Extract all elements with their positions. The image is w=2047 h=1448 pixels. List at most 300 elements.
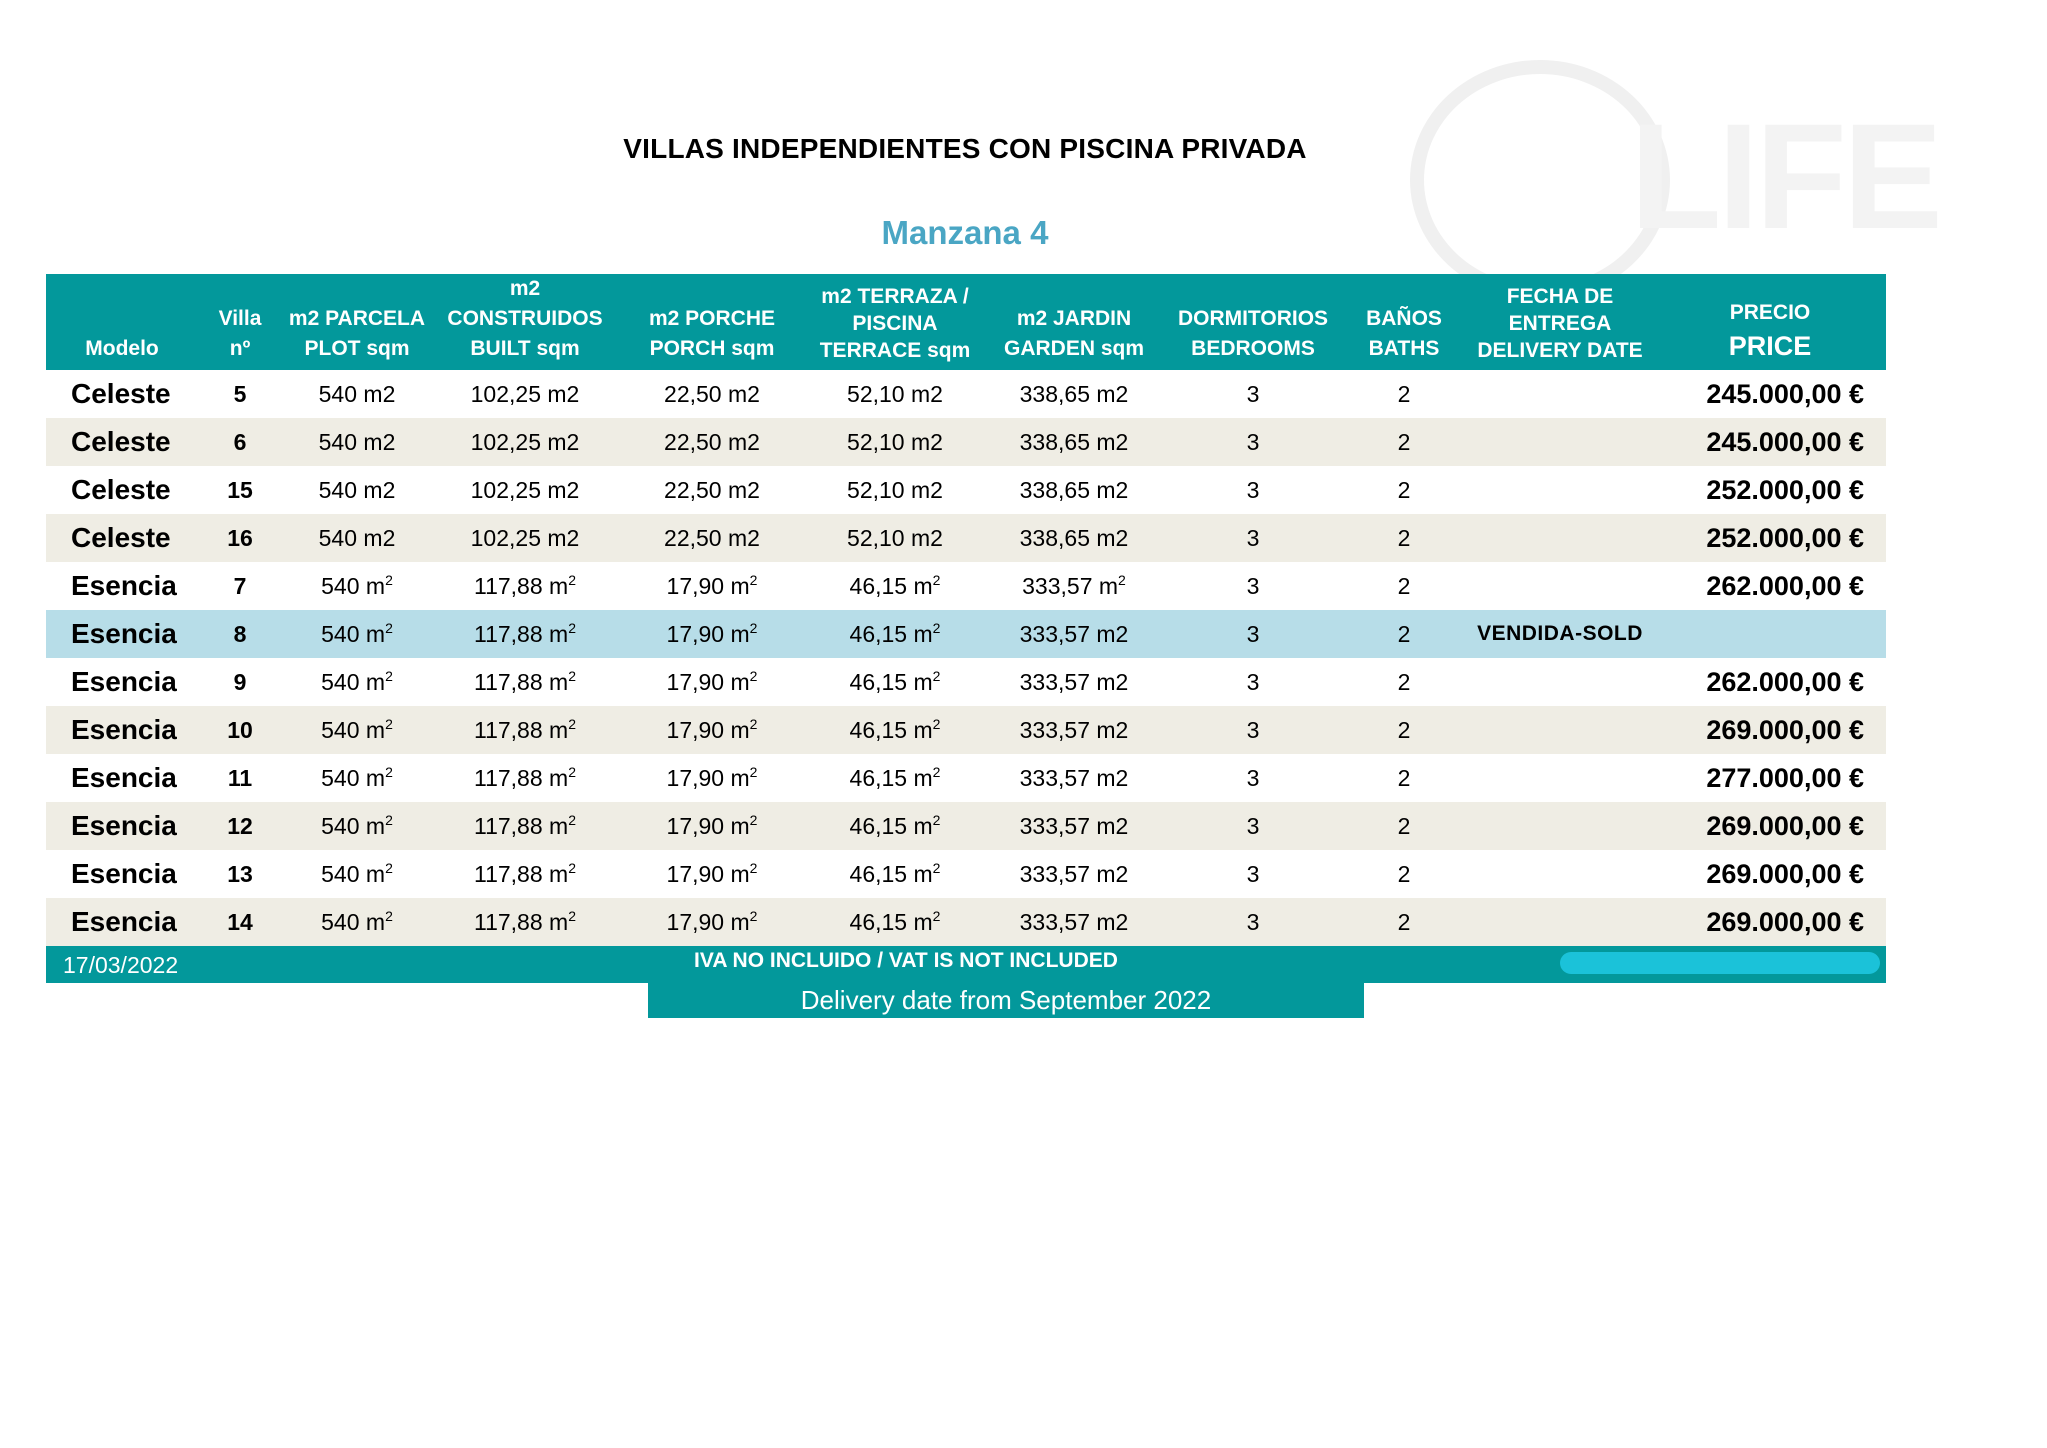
- cell-garden: [984, 850, 1164, 898]
- cell-terrace-value: 46,15 m: [849, 812, 933, 839]
- cell-bedrooms-value: 3: [1246, 668, 1260, 695]
- header-terrace: m2 TERRAZA / PISCINA TERRACE sqm: [806, 274, 984, 370]
- cell-delivery: [1466, 898, 1654, 946]
- cell-price: [1654, 418, 1886, 466]
- cell-model-value: Esencia: [71, 570, 177, 601]
- cell-garden: [984, 514, 1164, 562]
- cell-price: [1654, 370, 1886, 418]
- cell-bedrooms: [1164, 562, 1342, 610]
- cell-bedrooms: [1164, 514, 1342, 562]
- cell-bedrooms: [1164, 418, 1342, 466]
- table-row: [46, 850, 1886, 898]
- cell-built: [432, 850, 618, 898]
- cell-baths: [1342, 850, 1466, 898]
- cell-terrace: [806, 562, 984, 610]
- cell-baths-value: 2: [1397, 860, 1411, 887]
- cell-price-value: 269.000,00 €: [1706, 858, 1864, 889]
- squared-superscript: 2: [385, 667, 393, 684]
- cell-plot-value: 540 m: [321, 572, 386, 599]
- squared-superscript: 2: [749, 715, 758, 732]
- footer-vat-note: IVA NO INCLUIDO / VAT IS NOT INCLUDED: [694, 949, 1118, 972]
- cell-bedrooms-value: 3: [1246, 716, 1260, 743]
- cell-delivery: [1466, 754, 1654, 802]
- cell-bedrooms: [1164, 466, 1342, 514]
- squared-superscript: 2: [749, 667, 758, 684]
- cell-terrace-value: 46,15 m: [849, 572, 933, 599]
- cell-plot: [282, 418, 432, 466]
- cell-bedrooms-value: 3: [1246, 812, 1260, 839]
- cell-plot-value: 540 m: [321, 860, 386, 887]
- watermark-circle-icon: [1410, 60, 1670, 300]
- cell-delivery: [1466, 802, 1654, 850]
- squared-superscript: 2: [932, 571, 941, 588]
- cell-terrace-value: 52,10 m2: [847, 476, 943, 503]
- cell-model: [46, 898, 198, 946]
- cell-price-value: 262.000,00 €: [1706, 666, 1864, 697]
- cell-porch-value: 17,90 m: [666, 572, 750, 599]
- cell-villa-value: 10: [227, 716, 253, 743]
- cell-villa: [198, 370, 282, 418]
- squared-superscript: 2: [749, 619, 758, 636]
- cell-villa: [198, 850, 282, 898]
- cell-price: [1654, 658, 1886, 706]
- cell-garden: [984, 706, 1164, 754]
- header-model: Modelo: [46, 274, 198, 370]
- cell-model-value: Esencia: [71, 858, 177, 889]
- cell-plot: [282, 754, 432, 802]
- cell-terrace-value: 46,15 m: [849, 908, 933, 935]
- cell-garden: [984, 658, 1164, 706]
- cell-price: [1654, 610, 1886, 658]
- cell-built-value: 117,88 m: [474, 812, 569, 839]
- cell-model-value: Celeste: [71, 522, 171, 553]
- cell-delivery: [1466, 514, 1654, 562]
- cell-garden: [984, 370, 1164, 418]
- table-row: [46, 610, 1886, 658]
- cell-plot-value: 540 m2: [318, 476, 396, 503]
- cell-built: [432, 418, 618, 466]
- cell-baths-value: 2: [1397, 908, 1411, 935]
- cell-baths: [1342, 514, 1466, 562]
- cell-model: [46, 370, 198, 418]
- cell-baths-value: 2: [1397, 716, 1411, 743]
- cell-terrace-value: 52,10 m2: [847, 380, 943, 407]
- cell-bedrooms: [1164, 706, 1342, 754]
- squared-superscript: 2: [568, 571, 576, 588]
- cell-built-value: 117,88 m: [474, 716, 569, 743]
- cell-price-value: 245.000,00 €: [1706, 378, 1864, 409]
- cell-villa: [198, 706, 282, 754]
- cell-plot: [282, 562, 432, 610]
- cell-baths-value: 2: [1397, 428, 1411, 455]
- header-delivery: FECHA DE ENTREGA DELIVERY DATE: [1466, 274, 1654, 370]
- cell-price-value: 262.000,00 €: [1706, 570, 1864, 601]
- squared-superscript: 2: [1118, 571, 1126, 588]
- cell-porch: [618, 802, 806, 850]
- cell-garden-value: 333,57 m2: [1019, 668, 1129, 695]
- cell-porch-value: 17,90 m: [666, 668, 750, 695]
- table-row: [46, 562, 1886, 610]
- cell-built-value: 117,88 m: [474, 572, 569, 599]
- table-row: [46, 898, 1886, 946]
- cell-model: [46, 754, 198, 802]
- squared-superscript: 2: [568, 667, 576, 684]
- cell-terrace: [806, 898, 984, 946]
- cell-bedrooms-value: 3: [1246, 524, 1260, 551]
- cell-garden: [984, 562, 1164, 610]
- squared-superscript: 2: [385, 715, 393, 732]
- cell-plot-value: 540 m: [321, 620, 386, 647]
- cell-bedrooms: [1164, 850, 1342, 898]
- cell-price: [1654, 466, 1886, 514]
- cell-terrace-value: 46,15 m: [849, 764, 933, 791]
- cell-baths: [1342, 370, 1466, 418]
- cell-baths-value: 2: [1397, 764, 1411, 791]
- cell-baths: [1342, 658, 1466, 706]
- squared-superscript: 2: [385, 619, 393, 636]
- cell-garden-value: 333,57 m2: [1019, 716, 1129, 743]
- cell-model: [46, 466, 198, 514]
- cell-plot-value: 540 m2: [318, 380, 396, 407]
- squared-superscript: 2: [385, 763, 393, 780]
- cell-built: [432, 898, 618, 946]
- cell-bedrooms: [1164, 658, 1342, 706]
- cell-model-value: Celeste: [71, 426, 171, 457]
- cell-model: [46, 610, 198, 658]
- cell-bedrooms-value: 3: [1246, 860, 1260, 887]
- header-baths: BAÑOS BATHS: [1342, 274, 1466, 370]
- cell-delivery: [1466, 658, 1654, 706]
- cell-villa-value: 11: [227, 764, 253, 791]
- header-price: PRECIO PRICE: [1654, 274, 1886, 370]
- cell-terrace: [806, 514, 984, 562]
- header-garden: m2 JARDIN GARDEN sqm: [984, 274, 1164, 370]
- cell-plot: [282, 802, 432, 850]
- cell-terrace-value: 46,15 m: [849, 620, 933, 647]
- cell-model: [46, 658, 198, 706]
- cell-built: [432, 466, 618, 514]
- cell-villa-value: 15: [227, 476, 253, 503]
- squared-superscript: 2: [749, 763, 758, 780]
- cell-porch: [618, 610, 806, 658]
- squared-superscript: 2: [568, 619, 576, 636]
- squared-superscript: 2: [568, 907, 576, 924]
- table-row: [46, 418, 1886, 466]
- cell-porch: [618, 466, 806, 514]
- header-bedrooms: DORMITORIOS BEDROOMS: [1164, 274, 1342, 370]
- cell-delivery: [1466, 610, 1654, 658]
- cell-garden: [984, 802, 1164, 850]
- header-plot: m2 PARCELA PLOT sqm: [282, 274, 432, 370]
- header-porch: m2 PORCHE PORCH sqm: [618, 274, 806, 370]
- cell-model: [46, 514, 198, 562]
- cell-bedrooms: [1164, 370, 1342, 418]
- cell-price-value: 269.000,00 €: [1706, 714, 1864, 745]
- cell-villa: [198, 802, 282, 850]
- squared-superscript: 2: [932, 619, 941, 636]
- cell-porch: [618, 370, 806, 418]
- cell-bedrooms-value: 3: [1246, 380, 1260, 407]
- cell-villa-value: 7: [233, 572, 247, 599]
- cell-garden-value: 338,65 m2: [1019, 428, 1129, 455]
- cell-model: [46, 418, 198, 466]
- cell-model-value: Esencia: [71, 762, 177, 793]
- cell-porch: [618, 418, 806, 466]
- cell-price-value: 252.000,00 €: [1706, 474, 1864, 505]
- cell-model-value: Celeste: [71, 378, 171, 409]
- cell-model: [46, 802, 198, 850]
- cell-price: [1654, 850, 1886, 898]
- squared-superscript: 2: [932, 907, 941, 924]
- cell-baths: [1342, 466, 1466, 514]
- cell-garden-value: 333,57 m2: [1019, 764, 1129, 791]
- cell-villa: [198, 418, 282, 466]
- squared-superscript: 2: [385, 859, 393, 876]
- cell-model-value: Celeste: [71, 474, 171, 505]
- cell-built-value: 117,88 m: [474, 860, 569, 887]
- cell-villa: [198, 898, 282, 946]
- table-header-row: [46, 274, 1886, 370]
- cell-terrace: [806, 466, 984, 514]
- cell-plot: [282, 658, 432, 706]
- cell-model-value: Esencia: [71, 714, 177, 745]
- cell-built-value: 102,25 m2: [470, 476, 580, 503]
- cell-delivery: [1466, 418, 1654, 466]
- cell-plot-value: 540 m2: [318, 428, 396, 455]
- cell-price: [1654, 706, 1886, 754]
- cell-villa-value: 16: [227, 524, 253, 551]
- cell-built: [432, 706, 618, 754]
- cell-built-value: 117,88 m: [474, 668, 569, 695]
- cell-bedrooms: [1164, 754, 1342, 802]
- cell-model: [46, 706, 198, 754]
- squared-superscript: 2: [932, 763, 941, 780]
- cell-built: [432, 514, 618, 562]
- cell-villa: [198, 754, 282, 802]
- table-body: [46, 370, 1886, 946]
- cell-built-value: 117,88 m: [474, 764, 569, 791]
- cell-porch: [618, 706, 806, 754]
- cell-plot-value: 540 m: [321, 908, 386, 935]
- squared-superscript: 2: [385, 907, 393, 924]
- squared-superscript: 2: [385, 811, 393, 828]
- cell-porch: [618, 562, 806, 610]
- cell-porch-value: 17,90 m: [666, 812, 750, 839]
- squared-superscript: 2: [932, 667, 941, 684]
- cell-price: [1654, 754, 1886, 802]
- cell-plot: [282, 514, 432, 562]
- cell-baths: [1342, 754, 1466, 802]
- cell-terrace: [806, 706, 984, 754]
- cell-model-value: Esencia: [71, 810, 177, 841]
- cell-baths: [1342, 898, 1466, 946]
- cell-built: [432, 658, 618, 706]
- cell-plot: [282, 850, 432, 898]
- cell-bedrooms-value: 3: [1246, 908, 1260, 935]
- redacted-blur: [1560, 952, 1880, 974]
- cell-price-value: 245.000,00 €: [1706, 426, 1864, 457]
- cell-garden-value: 333,57 m2: [1019, 860, 1129, 887]
- cell-porch-value: 22,50 m2: [664, 476, 760, 503]
- cell-built: [432, 610, 618, 658]
- cell-bedrooms: [1164, 802, 1342, 850]
- cell-delivery: [1466, 466, 1654, 514]
- cell-porch-value: 17,90 m: [666, 908, 750, 935]
- cell-price: [1654, 514, 1886, 562]
- cell-garden-value: 338,65 m2: [1019, 380, 1129, 407]
- cell-built: [432, 562, 618, 610]
- cell-terrace: [806, 370, 984, 418]
- cell-delivery-value: VENDIDA-SOLD: [1477, 622, 1643, 645]
- footer-date: 17/03/2022: [63, 952, 179, 978]
- cell-terrace-value: 46,15 m: [849, 716, 933, 743]
- cell-porch-value: 17,90 m: [666, 716, 750, 743]
- cell-bedrooms: [1164, 610, 1342, 658]
- cell-bedrooms: [1164, 898, 1342, 946]
- cell-porch: [618, 850, 806, 898]
- cell-bedrooms-value: 3: [1246, 572, 1260, 599]
- cell-porch: [618, 658, 806, 706]
- cell-plot-value: 540 m: [321, 716, 386, 743]
- cell-villa-value: 9: [233, 668, 247, 695]
- cell-plot: [282, 610, 432, 658]
- cell-built-value: 117,88 m: [474, 620, 569, 647]
- delivery-note: Delivery date from September 2022: [648, 983, 1364, 1018]
- cell-model: [46, 850, 198, 898]
- cell-villa-value: 8: [233, 620, 247, 647]
- cell-price: [1654, 898, 1886, 946]
- cell-terrace: [806, 754, 984, 802]
- cell-baths: [1342, 802, 1466, 850]
- cell-terrace: [806, 850, 984, 898]
- cell-built: [432, 802, 618, 850]
- cell-garden-value: 338,65 m2: [1019, 524, 1129, 551]
- cell-porch-value: 17,90 m: [666, 860, 750, 887]
- squared-superscript: 2: [568, 715, 576, 732]
- footer-bar: [46, 946, 1886, 983]
- cell-porch-value: 17,90 m: [666, 764, 750, 791]
- table-row: [46, 658, 1886, 706]
- cell-model-value: Esencia: [71, 618, 177, 649]
- cell-plot-value: 540 m: [321, 668, 386, 695]
- table-row: [46, 802, 1886, 850]
- cell-price-value: 277.000,00 €: [1706, 762, 1864, 793]
- cell-built: [432, 370, 618, 418]
- cell-terrace: [806, 802, 984, 850]
- cell-villa-value: 12: [227, 812, 253, 839]
- document-title: VILLAS INDEPENDIENTES CON PISCINA PRIVADA: [623, 133, 1307, 164]
- watermark-letters: LIFE: [1630, 92, 1939, 260]
- cell-terrace-value: 46,15 m: [849, 860, 933, 887]
- cell-bedrooms-value: 3: [1246, 620, 1260, 647]
- cell-plot: [282, 706, 432, 754]
- cell-price: [1654, 802, 1886, 850]
- squared-superscript: 2: [932, 811, 941, 828]
- cell-delivery: [1466, 850, 1654, 898]
- table-row: [46, 514, 1886, 562]
- cell-villa: [198, 514, 282, 562]
- cell-baths: [1342, 706, 1466, 754]
- table-row: [46, 370, 1886, 418]
- cell-garden-value: 333,57 m2: [1019, 620, 1129, 647]
- cell-porch-value: 22,50 m2: [664, 380, 760, 407]
- cell-baths-value: 2: [1397, 668, 1411, 695]
- cell-model-value: Esencia: [71, 666, 177, 697]
- cell-baths-value: 2: [1397, 812, 1411, 839]
- cell-model-value: Esencia: [71, 906, 177, 937]
- cell-price: [1654, 562, 1886, 610]
- cell-plot-value: 540 m: [321, 764, 386, 791]
- cell-garden: [984, 898, 1164, 946]
- cell-villa-value: 14: [227, 908, 253, 935]
- squared-superscript: 2: [749, 907, 758, 924]
- cell-villa: [198, 610, 282, 658]
- cell-baths-value: 2: [1397, 524, 1411, 551]
- cell-baths: [1342, 610, 1466, 658]
- cell-price-value: 269.000,00 €: [1706, 810, 1864, 841]
- cell-baths-value: 2: [1397, 620, 1411, 647]
- squared-superscript: 2: [568, 811, 576, 828]
- cell-porch-value: 17,90 m: [666, 620, 750, 647]
- cell-baths-value: 2: [1397, 572, 1411, 599]
- cell-terrace: [806, 418, 984, 466]
- cell-baths: [1342, 418, 1466, 466]
- cell-built: [432, 754, 618, 802]
- cell-built-value: 102,25 m2: [470, 428, 580, 455]
- cell-garden-value: 333,57 m2: [1019, 812, 1129, 839]
- cell-plot: [282, 370, 432, 418]
- cell-villa: [198, 562, 282, 610]
- cell-porch: [618, 898, 806, 946]
- cell-terrace-value: 46,15 m: [849, 668, 933, 695]
- cell-plot: [282, 898, 432, 946]
- squared-superscript: 2: [932, 715, 941, 732]
- cell-model: [46, 562, 198, 610]
- cell-garden: [984, 754, 1164, 802]
- squared-superscript: 2: [749, 571, 758, 588]
- cell-plot: [282, 466, 432, 514]
- cell-porch-value: 22,50 m2: [664, 428, 760, 455]
- cell-garden-value: 338,65 m2: [1019, 476, 1129, 503]
- cell-porch-value: 22,50 m2: [664, 524, 760, 551]
- cell-baths-value: 2: [1397, 476, 1411, 503]
- table-row: [46, 466, 1886, 514]
- cell-villa: [198, 466, 282, 514]
- cell-delivery: [1466, 706, 1654, 754]
- cell-bedrooms-value: 3: [1246, 764, 1260, 791]
- cell-villa-value: 6: [233, 428, 247, 455]
- squared-superscript: 2: [749, 811, 758, 828]
- cell-terrace-value: 52,10 m2: [847, 428, 943, 455]
- cell-built-value: 102,25 m2: [470, 524, 580, 551]
- cell-villa-value: 5: [233, 380, 247, 407]
- cell-garden-value: 333,57 m2: [1019, 908, 1129, 935]
- header-villa: Villa nº: [198, 274, 282, 370]
- squared-superscript: 2: [568, 763, 576, 780]
- cell-garden: [984, 466, 1164, 514]
- cell-bedrooms-value: 3: [1246, 428, 1260, 455]
- block-subtitle: Manzana 4: [881, 214, 1049, 251]
- cell-terrace-value: 52,10 m2: [847, 524, 943, 551]
- squared-superscript: 2: [568, 859, 576, 876]
- cell-built-value: 117,88 m: [474, 908, 569, 935]
- cell-garden: [984, 418, 1164, 466]
- price-table: [46, 274, 1886, 946]
- cell-built-value: 102,25 m2: [470, 380, 580, 407]
- cell-porch: [618, 514, 806, 562]
- squared-superscript: 2: [385, 571, 393, 588]
- cell-plot-value: 540 m2: [318, 524, 396, 551]
